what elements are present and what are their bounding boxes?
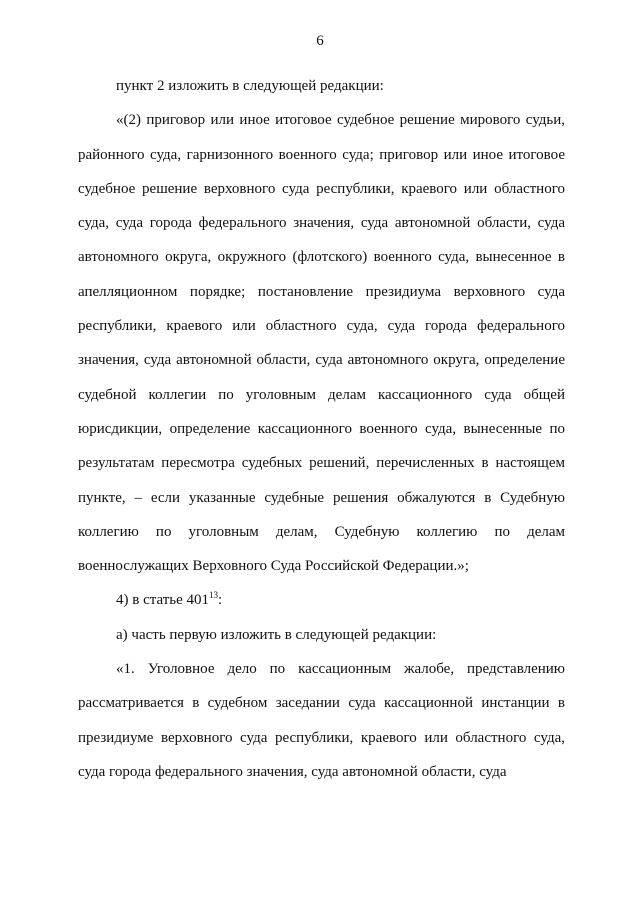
page-number: 6 xyxy=(316,33,324,49)
paragraph-intro: пункт 2 изложить в следующей редакции: xyxy=(116,78,384,94)
article-superscript: 13 xyxy=(209,590,219,601)
paragraph-cassation-text: «1. Уголовное дело по кассационным жалобе, представлению рассматривается в судебном заседании суда кассационной инстанции в президиуме верховного суда республики, краевого или областного суда, суда города федерального значения, суда автономной области, суда xyxy=(78,661,565,780)
document-body xyxy=(78,69,565,789)
article-reference-text: 4) в статье 401 xyxy=(116,592,210,609)
article-colon: : xyxy=(218,592,223,609)
paragraph-article-401-13 xyxy=(78,583,565,617)
paragraph-part-one: а) часть первую изложить в следующей редакции: xyxy=(116,626,437,643)
paragraph-point-2-text: «(2) приговор или иное итоговое судебное решение мирового судьи, районного суда, гарнизонного военного суда; приговор или иное итоговое судебное решение верховного суда республики, краевого или областного суда, суда города федерального значения, суда автономной области, суда автономного округа, окружного (флотского) военного суда, вынесенное в апелляционном порядке; постановление президиума верховного суда республики, краевого или областного суда, суда города федерального значения, суда автономной области, суда автономного округа, определение судебной коллегии по уголовным делам кассационного суда общей юрисдикции, определение кассационного военного суда, вынесенные по результатам пересмотра судебных решений, перечисленных в настоящем пункте, – если указанные судебные решения обжалуются в Судебную коллегию по уголовным делам, Судебную коллегию по делам военнослужащих Верховного Суда Российской Федерации.»; xyxy=(78,112,565,575)
